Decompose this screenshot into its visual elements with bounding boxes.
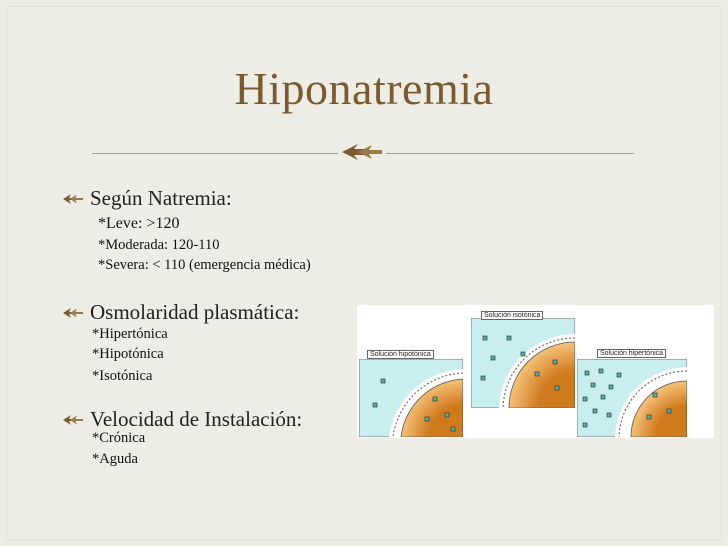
- slide-title: Hiponatremia: [234, 63, 494, 114]
- arrow-bullet-icon: [62, 413, 84, 427]
- bullet-osmolaridad: [62, 300, 299, 325]
- isotonic-label: Solución isotónica: [481, 311, 543, 320]
- velocidad-item-cronica: *Crónica: [92, 430, 146, 446]
- osmolaridad-item-hipotonica: *Hipotónica: [92, 346, 164, 362]
- hypotonic-panel: [359, 359, 463, 437]
- divider-ornament-icon: [338, 136, 386, 166]
- natremia-item-moderada: *Moderada: 120-110: [98, 237, 220, 253]
- arrow-bullet-icon: [62, 306, 84, 320]
- osmolaridad-item-isotonica: *Isotónica: [92, 368, 153, 384]
- section-heading: Según Natremia:: [90, 186, 232, 210]
- arrow-bullet-icon: [62, 192, 84, 206]
- velocidad-item-aguda: *Aguda: [92, 451, 138, 467]
- isotonic-panel: [471, 318, 575, 408]
- hypertonic-label: Solución hipertónica: [597, 349, 666, 358]
- natremia-item-severa: *Severa: < 110 (emergencia médica): [98, 257, 311, 273]
- section-heading: Velocidad de Instalación:: [90, 407, 303, 431]
- bullet-natremia: [62, 186, 232, 211]
- section-heading: Osmolaridad plasmática:: [90, 300, 300, 324]
- osmolaridad-item-hipertonica: *Hipertónica: [92, 326, 168, 342]
- natremia-item-leve: *Leve: >120: [98, 215, 180, 232]
- hypertonic-panel: [577, 359, 687, 437]
- hypotonic-label: Solución hipotónica: [367, 350, 434, 359]
- tonicity-figure: [357, 305, 714, 438]
